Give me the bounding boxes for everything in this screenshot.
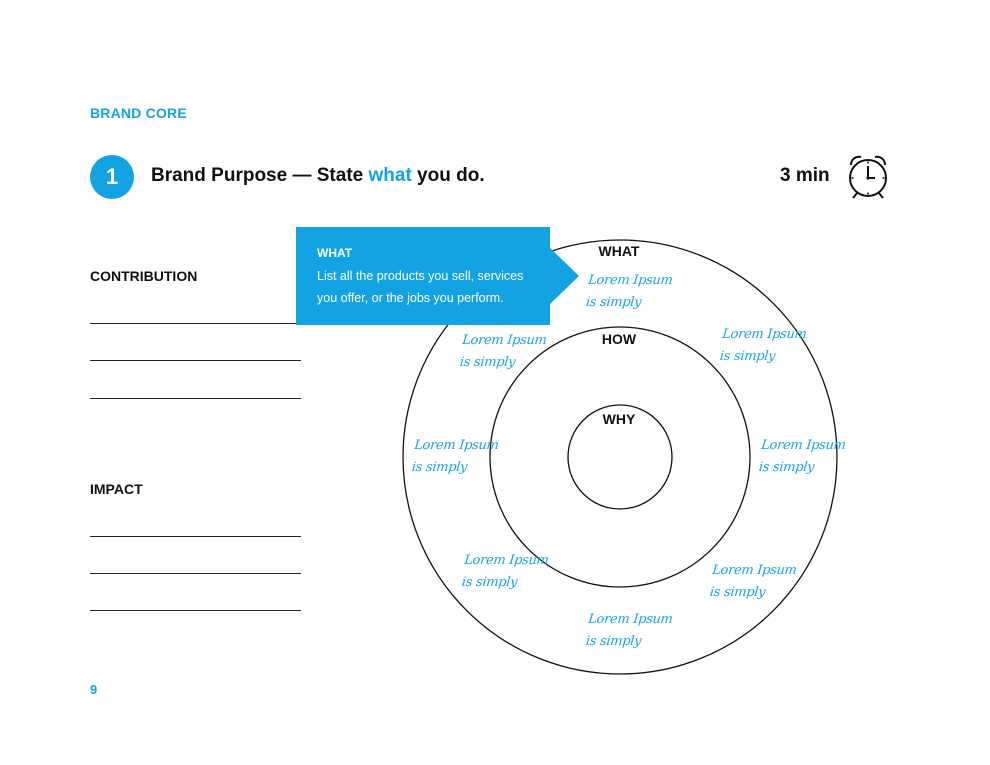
handwritten-note: Lorem Ipsum is simply — [719, 327, 808, 364]
contribution-label: CONTRIBUTION — [90, 268, 198, 284]
what-tooltip — [296, 227, 550, 325]
step-number-badge: 1 — [90, 155, 134, 199]
ring-label-why: WHY — [602, 411, 636, 427]
handwritten-note: Lorem Ipsum is simply — [585, 273, 674, 310]
ring-label-what: WHAT — [598, 243, 640, 259]
page-number: 9 — [90, 682, 98, 697]
title-suffix: you do. — [411, 165, 485, 186]
impact-label: IMPACT — [90, 481, 143, 497]
handwritten-note: Lorem Ipsum is simply — [585, 612, 674, 649]
handwritten-note: Lorem Ipsum is simply — [411, 438, 500, 475]
title-prefix: Brand Purpose — State — [151, 165, 369, 186]
handwritten-note: Lorem Ipsum is simply — [709, 563, 798, 600]
handwritten-note: Lorem Ipsum is simply — [459, 333, 548, 370]
time-estimate: 3 min — [780, 165, 830, 186]
tooltip-pointer — [549, 247, 579, 305]
handwritten-note: Lorem Ipsum is simply — [461, 553, 550, 590]
handwritten-note: Lorem Ipsum is simply — [758, 438, 847, 475]
tooltip-body: List all the products you sell, services you offer, or the jobs you perform. — [317, 269, 524, 305]
section-label: BRAND CORE — [90, 105, 187, 121]
ring-label-how: HOW — [601, 331, 637, 347]
tooltip-title: WHAT — [317, 246, 353, 260]
title-accent: what — [368, 165, 412, 186]
